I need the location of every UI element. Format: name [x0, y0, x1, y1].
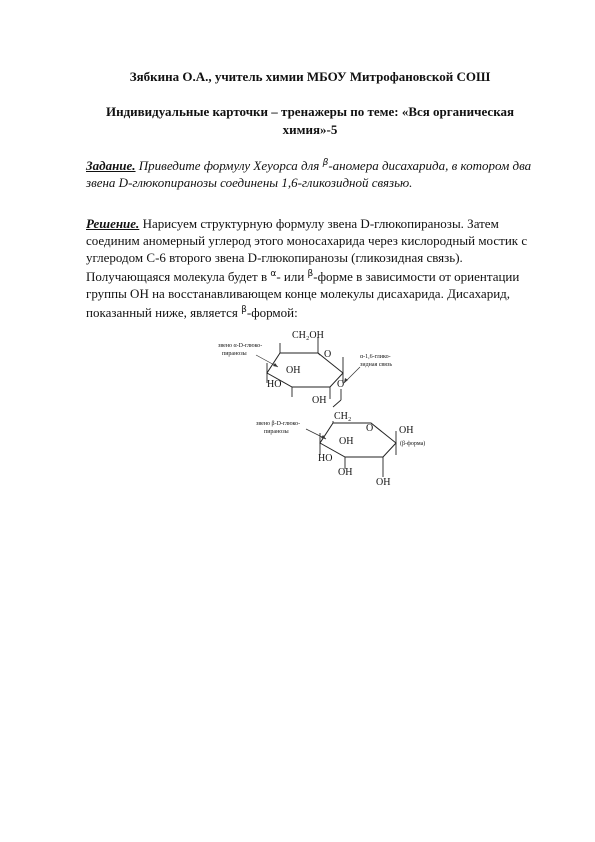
bottom-oh-lower-label: OH — [338, 467, 353, 478]
task-text-before: Приведите формулу Хеуорса для — [135, 158, 323, 173]
bridge-oxygen: O — [337, 379, 345, 390]
task-text-after: -аномера дисахарида, в котором два звена D-глюкопиранозы соединены 1,6-гликозидной связью. — [86, 158, 532, 190]
bottom-ring-oxygen: O — [366, 423, 374, 434]
solution-label: Решение. — [86, 216, 140, 231]
alpha-symbol: α — [270, 269, 277, 279]
top-ho-label: HO — [267, 379, 282, 390]
author-line: Зябкина О.А., учитель химии МБОУ Митрофановской СОШ — [129, 69, 491, 84]
beta-symbol: β — [322, 158, 329, 168]
top-ring-oxygen: O — [324, 349, 332, 360]
bottom-oh-mid-label: OH — [339, 436, 354, 447]
beta-symbol: β — [241, 305, 247, 315]
bottom-oh-bottom-label: OH — [376, 477, 391, 488]
beta-symbol: β — [307, 269, 314, 279]
task-paragraph — [86, 155, 538, 191]
task-label: Задание. — [86, 158, 136, 173]
card-subtitle: Индивидуальные карточки – тренажеры по теме: «Вся органическая химия»-5 — [105, 104, 515, 137]
beta-form-label: (β-форма) — [400, 441, 426, 447]
top-ch2oh-label: CH₂OH — [292, 330, 324, 341]
solution-text-1: Нарисуем структурную формулу звена D-глюкопиранозы. Затем соединим аномерный углерод этого моносахарида через кислородный мостик с углеродом С-6 второго звена D-глюкопиранозы (гликозидная связь). Получающаяся молекула будет в — [86, 216, 528, 284]
solution-paragraph — [86, 215, 538, 321]
solution-text-2: - или — [276, 269, 308, 284]
bottom-glucopyranose-ring — [320, 421, 396, 477]
bottom-ring-annotation: звено β-D-глюко- пиранозы — [256, 421, 301, 435]
bottom-oh-right-label: OH — [399, 425, 414, 436]
solution-text-4: -формой: — [246, 305, 298, 320]
bridge-ch2-label: CH₂ — [334, 411, 352, 422]
solution-text-3: -форме в зависимости от ориентации группы ОН на восстанавливающем конце молекулы дисахарида. Дисахарид, показанный ниже, является — [86, 269, 520, 320]
top-ring-annotation: звено α-D-глюко- пиранозы — [218, 343, 263, 357]
top-oh-label: OH — [286, 365, 301, 376]
disaccharide-haworth-diagram — [200, 325, 440, 495]
bond-annotation: α-1,6-глико- зидная связь — [360, 354, 393, 368]
top-oh-right-label: OH — [312, 395, 327, 406]
bottom-ho-label: HO — [318, 453, 333, 464]
